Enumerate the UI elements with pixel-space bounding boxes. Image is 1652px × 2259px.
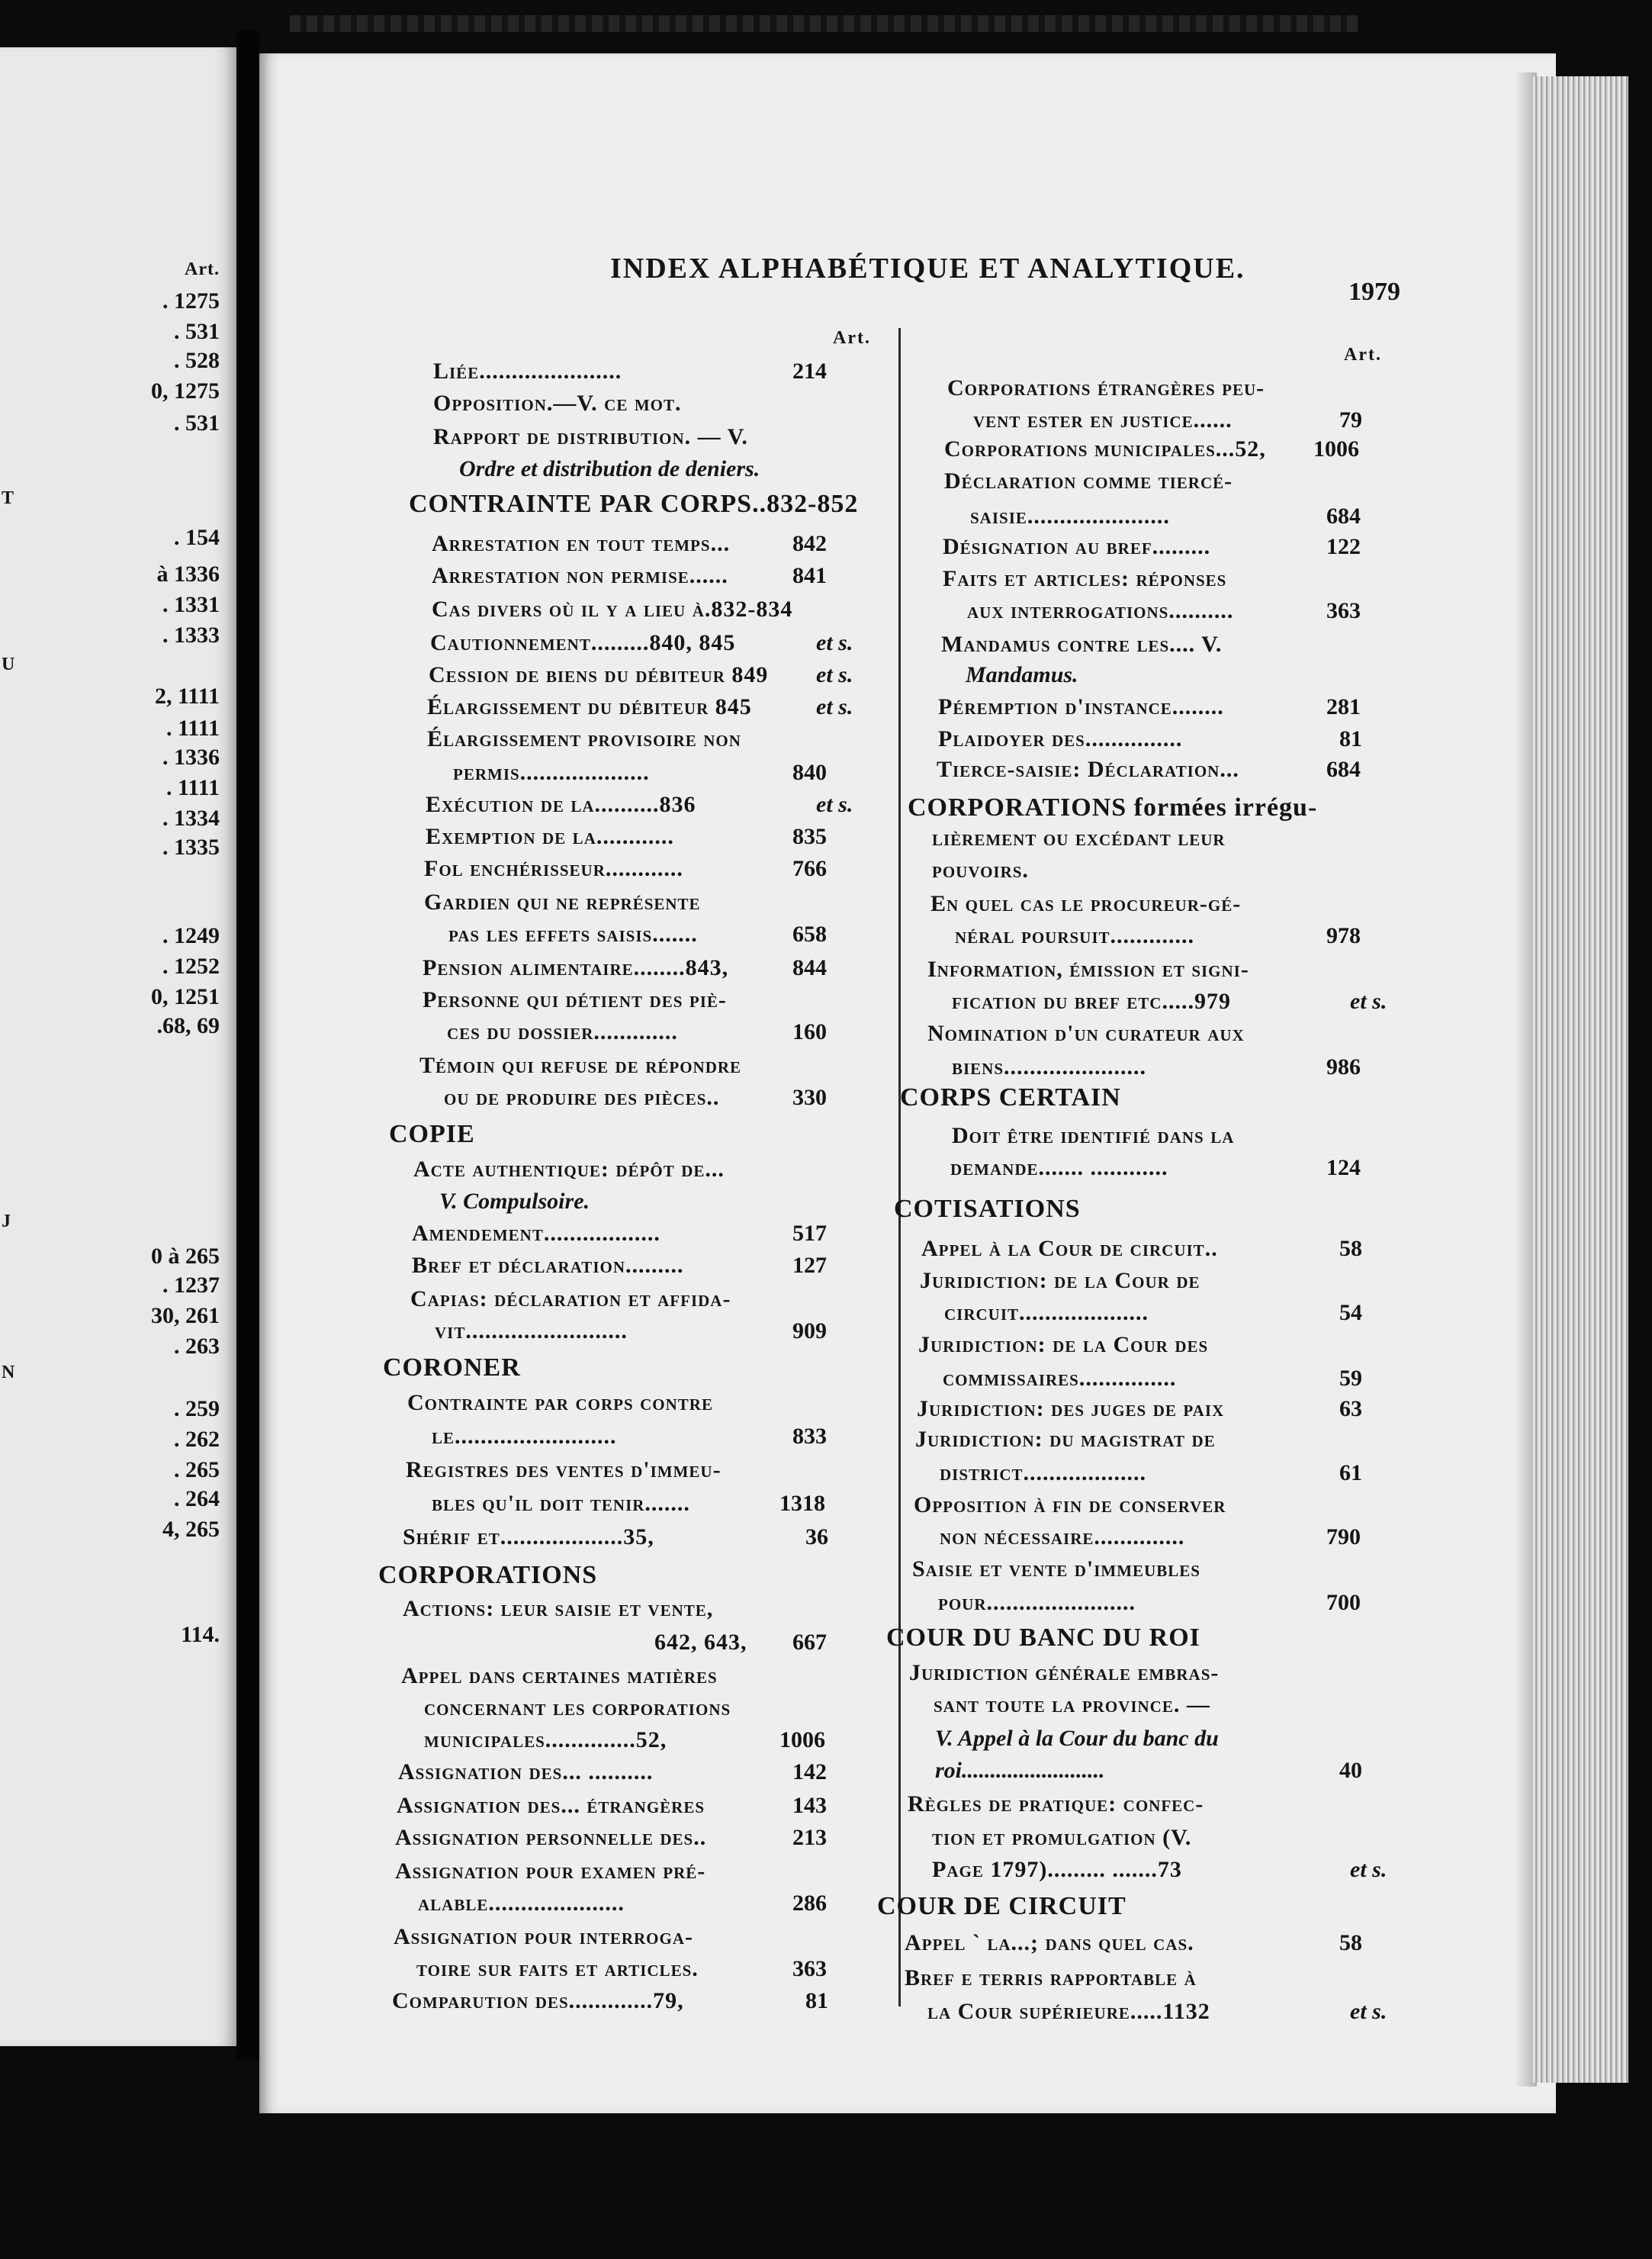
right-column-entry-line: Désignation au bref......... xyxy=(943,534,1211,559)
left-column-article-number: 363 xyxy=(792,1956,827,1981)
right-column-article-number: 790 xyxy=(1326,1524,1361,1549)
left-page-fragment-text: 0, 1275 xyxy=(151,378,220,404)
left-column-entry-line: Assignation personnelle des.. xyxy=(395,1825,707,1850)
left-page-fragment-text: . 531 xyxy=(174,410,220,436)
right-column-entry-line: Bref e terris rapportable à xyxy=(905,1965,1197,1990)
right-column-entry-line: aux interrogations.......... xyxy=(967,598,1234,623)
left-page-fragment-text: . 264 xyxy=(174,1486,220,1511)
column-divider xyxy=(898,328,901,2006)
left-column-entry-line: Capias: déclaration et affida- xyxy=(410,1286,731,1311)
right-column-entry-line: saisie...................... xyxy=(970,504,1170,529)
left-column-entry-line: Cas divers où il y a lieu à.832-834 xyxy=(432,597,793,622)
left-page-fragment-text: J xyxy=(2,1212,11,1231)
right-column-entry-line: non nécessaire.............. xyxy=(940,1524,1185,1549)
left-column-entry-line: concernant les corporations xyxy=(424,1695,731,1720)
left-column-article-number: 286 xyxy=(792,1891,827,1916)
left-page-fragment-text: . 263 xyxy=(174,1334,220,1359)
left-column-entry-line: Comparution des.............79, xyxy=(392,1988,684,2013)
right-column-heading: COUR DU BANC DU ROI xyxy=(886,1623,1200,1652)
left-column-entry-line: pas les effets saisis....... xyxy=(448,922,698,947)
right-column-heading: CORPS CERTAIN xyxy=(900,1083,1121,1112)
right-column-entry-line: sant toute la province. — xyxy=(934,1692,1210,1717)
binding-gutter xyxy=(236,31,259,2060)
left-column-entry-line: ces du dossier............. xyxy=(447,1019,678,1044)
right-column-entry-line: Juridiction générale embras- xyxy=(909,1660,1220,1685)
left-column-entry-line: Élargissement du débiteur 845 xyxy=(427,694,752,719)
right-column-article-number: 79 xyxy=(1339,407,1362,433)
left-column-article-number: 833 xyxy=(792,1424,827,1449)
right-column-article-number: et s. xyxy=(1350,1857,1387,1882)
left-column-entry-line: 642, 643, xyxy=(654,1630,747,1655)
left-column-entry-line: Exécution de la..........836 xyxy=(426,792,696,817)
left-column-entry-line: Cautionnement.........840, 845 xyxy=(430,630,736,655)
left-page-fragment-text: . 259 xyxy=(174,1396,220,1421)
right-column-entry-line: Tierce-saisie: Déclaration... xyxy=(937,757,1239,782)
left-column-entry-line: V. Compulsoire. xyxy=(439,1189,590,1214)
left-column-article-number: 840 xyxy=(792,760,827,785)
left-page-fragment-text: . 1252 xyxy=(162,954,220,979)
left-column-article-number: 667 xyxy=(792,1630,827,1655)
right-column-entry-line: Juridiction: de la Cour de xyxy=(920,1268,1200,1293)
right-column-entry-line: demande....... ............ xyxy=(950,1155,1168,1180)
left-column-entry-line: Fol enchérisseur............ xyxy=(424,856,683,881)
left-column-entry-line: permis.................... xyxy=(453,760,650,785)
left-column-entry-line: Appel dans certaines matières xyxy=(401,1663,718,1688)
left-column-article-number: 1006 xyxy=(779,1727,825,1752)
right-column-article-number: et s. xyxy=(1350,989,1387,1014)
left-page-fragment-text: . 262 xyxy=(174,1427,220,1452)
right-column-entry-line: Corporations municipales...52, xyxy=(944,436,1266,462)
right-column-heading: COTISATIONS xyxy=(894,1195,1081,1223)
left-column-article-number: et s. xyxy=(816,792,853,817)
right-column-article-number: 81 xyxy=(1339,726,1362,751)
left-column-article-number: 1318 xyxy=(779,1491,825,1516)
left-column-article-number: 658 xyxy=(792,922,827,947)
left-page-fragment-text: Art. xyxy=(185,259,220,279)
right-column-entry-line: Nomination d'un curateur aux xyxy=(927,1021,1245,1046)
running-title: INDEX ALPHABÉTIQUE ET ANALYTIQUE. xyxy=(610,253,1245,285)
right-column-entry-line: Saisie et vente d'immeubles xyxy=(912,1556,1200,1582)
right-column-article-number: 54 xyxy=(1339,1300,1362,1325)
left-column-entry-line: bles qu'il doit tenir....... xyxy=(432,1491,690,1516)
left-column-article-number: 842 xyxy=(792,531,827,556)
right-column-entry-line: néral poursuit............. xyxy=(955,923,1195,948)
left-column-entry-line: Rapport de distribution. — V. xyxy=(433,424,748,449)
left-column-entry-line: le......................... xyxy=(432,1424,617,1449)
left-column-entry-line: Assignation pour examen pré- xyxy=(395,1858,706,1884)
right-column-entry-line: Mandamus. xyxy=(966,662,1078,687)
right-column-entry-line: Plaidoyer des............... xyxy=(938,726,1183,751)
right-column-entry-line: Déclaration comme tiercé- xyxy=(944,468,1233,494)
left-column-article-number: 213 xyxy=(792,1825,827,1850)
right-column-article-number: 58 xyxy=(1339,1236,1362,1261)
right-column-entry-line: En quel cas le procureur-gé- xyxy=(930,891,1242,916)
left-column-entry-line: Registres des ventes d'immeu- xyxy=(406,1457,722,1482)
left-page-fragment-text: . 265 xyxy=(174,1457,220,1482)
scan-frame-strip xyxy=(290,15,1358,32)
left-column-entry-line: Assignation pour interroga- xyxy=(394,1924,693,1949)
left-column-entry-line: Assignation des... étrangères xyxy=(397,1793,705,1818)
left-column-entry-line: Shérif et...................35, xyxy=(403,1524,654,1549)
left-column-article-number: 909 xyxy=(792,1318,827,1343)
page-number: 1979 xyxy=(1348,278,1400,306)
right-column-article-number: 684 xyxy=(1326,504,1361,529)
left-column-entry-line: Amendement.................. xyxy=(412,1221,660,1246)
right-column-article-number: 986 xyxy=(1326,1054,1361,1080)
right-column-entry-line: pouvoirs. xyxy=(932,858,1029,883)
left-page-fragment-text: . 1111 xyxy=(166,775,220,800)
left-column-article-number: et s. xyxy=(816,694,853,719)
right-column-entry-line: commissaires............... xyxy=(943,1366,1177,1391)
left-column-article-number: et s. xyxy=(816,630,853,655)
left-column-entry-line: Exemption de la............ xyxy=(426,824,674,849)
left-column-entry-line: Cession de biens du débiteur 849 xyxy=(429,662,769,687)
right-column-entry-line: Page 1797)......... .......73 xyxy=(932,1857,1182,1882)
left-page-fragment-text: . 1275 xyxy=(162,288,220,314)
left-column-entry-line: ou de produire des pièces.. xyxy=(444,1085,720,1110)
left-page-fragment-text: N xyxy=(2,1363,16,1382)
left-column-article-number: 766 xyxy=(792,856,827,881)
left-column-article-number: 81 xyxy=(805,1988,828,2013)
left-page-fragment-text: T xyxy=(2,488,15,508)
left-column-entry-line: Pension alimentaire........843, xyxy=(423,955,729,980)
left-column-article-number: et s. xyxy=(816,662,853,687)
right-column-entry-line: Péremption d'instance........ xyxy=(938,694,1224,719)
left-column-entry-line: Assignation des... .......... xyxy=(398,1759,654,1784)
left-column-article-number: 127 xyxy=(792,1253,827,1278)
left-column-entry-line: Contrainte par corps contre xyxy=(407,1390,713,1415)
right-column-entry-line: Appel à la Cour de circuit.. xyxy=(921,1236,1218,1261)
right-column-article-number: 40 xyxy=(1339,1758,1362,1783)
right-column-article-number: 59 xyxy=(1339,1366,1362,1391)
left-page-fragment-text: . 1237 xyxy=(162,1273,220,1298)
left-page-fragment-text: . 531 xyxy=(174,319,220,344)
left-column-article-number: 330 xyxy=(792,1085,827,1110)
right-column-entry-line: Juridiction: des juges de paix xyxy=(917,1396,1225,1421)
left-column-heading: CONTRAINTE PAR CORPS..832-852 xyxy=(409,490,859,518)
right-column-article-number: 363 xyxy=(1326,598,1361,623)
left-column-entry-line: Ordre et distribution de deniers. xyxy=(459,456,760,481)
right-column-article-number: 122 xyxy=(1326,534,1361,559)
left-column-article-number: 143 xyxy=(792,1793,827,1818)
right-column-entry-line: roi......................... xyxy=(935,1758,1105,1783)
left-column-entry-line: Liée...................... xyxy=(433,359,622,384)
right-column-heading: COUR DE CIRCUIT xyxy=(877,1892,1127,1920)
left-column-art-label: Art. xyxy=(833,328,871,348)
left-page-fragment-text: . 1335 xyxy=(162,835,220,860)
left-page-fragment-text: à 1336 xyxy=(156,562,220,587)
right-column-heading: CORPORATIONS formées irrégu- xyxy=(908,793,1318,822)
left-column-article-number: 841 xyxy=(792,563,827,588)
right-column-entry-line: vent ester en justice...... xyxy=(973,407,1233,433)
right-column-entry-line: lièrement ou excédant leur xyxy=(932,825,1226,851)
right-column-entry-line: Juridiction: de la Cour des xyxy=(918,1332,1209,1357)
left-page-fragment-text: . 1336 xyxy=(162,745,220,770)
left-page-fragment-text: . 1111 xyxy=(166,716,220,741)
left-column-entry-line: Actions: leur saisie et vente, xyxy=(403,1596,714,1621)
left-page-fragment-text: . 1331 xyxy=(162,592,220,617)
right-column-entry-line: Information, émission et signi- xyxy=(927,957,1249,982)
left-column-entry-line: alable..................... xyxy=(418,1891,625,1916)
left-column-heading: CORPORATIONS xyxy=(378,1561,598,1589)
left-column-article-number: 844 xyxy=(792,955,827,980)
right-column-article-number: 700 xyxy=(1326,1590,1361,1615)
left-page-fragment-text: U xyxy=(2,655,16,674)
left-facing-page xyxy=(0,47,241,2046)
right-column-article-number: 124 xyxy=(1326,1155,1361,1180)
left-column-entry-line: Témoin qui refuse de répondre xyxy=(419,1053,742,1078)
right-column-entry-line: circuit.................... xyxy=(944,1300,1149,1325)
left-column-article-number: 142 xyxy=(792,1759,827,1784)
right-column-entry-line: V. Appel à la Cour du banc du xyxy=(935,1726,1219,1751)
right-column-entry-line: tion et promulgation (V. xyxy=(932,1825,1192,1850)
right-column-article-number: 1006 xyxy=(1313,436,1359,462)
right-column-article-number: 61 xyxy=(1339,1460,1362,1485)
left-page-fragment-text: 114. xyxy=(181,1622,220,1647)
left-page-fragment-text: 0 à 265 xyxy=(151,1244,220,1269)
right-column-entry-line: Opposition à fin de conserver xyxy=(914,1492,1226,1517)
right-column-entry-line: pour....................... xyxy=(938,1590,1136,1615)
right-column-entry-line: Appel ` la...; dans quel cas. xyxy=(905,1930,1194,1955)
left-page-fragment-text: . 1249 xyxy=(162,923,220,948)
left-page-fragment-text: . 1334 xyxy=(162,806,220,831)
right-column-entry-line: biens...................... xyxy=(952,1054,1147,1080)
right-column-entry-line: Faits et articles: réponses xyxy=(943,566,1227,591)
right-column-article-number: 58 xyxy=(1339,1930,1362,1955)
right-column-article-number: 978 xyxy=(1326,923,1361,948)
left-column-entry-line: Acte authentique: dépôt de... xyxy=(413,1157,725,1182)
left-column-entry-line: Opposition.—V. ce mot. xyxy=(433,391,682,416)
left-column-entry-line: Personne qui détient des piè- xyxy=(423,987,727,1012)
right-column-entry-line: la Cour supérieure.....1132 xyxy=(927,1999,1210,2024)
left-column-entry-line: toire sur faits et articles. xyxy=(416,1956,699,1981)
left-column-entry-line: Arrestation non permise...... xyxy=(432,563,728,588)
right-column-entry-line: Juridiction: du magistrat de xyxy=(915,1427,1216,1452)
left-column-entry-line: Bref et déclaration......... xyxy=(412,1253,684,1278)
right-column-article-number: 63 xyxy=(1339,1396,1362,1421)
right-column-entry-line: district................... xyxy=(940,1460,1147,1485)
right-column-article-number: 684 xyxy=(1326,757,1361,782)
right-column-entry-line: Doit être identifié dans la xyxy=(952,1123,1235,1148)
page-edges xyxy=(1533,76,1628,2083)
right-column-entry-line: Mandamus contre les.... V. xyxy=(941,632,1223,657)
right-column-article-number: et s. xyxy=(1350,1999,1387,2024)
left-page-fragment-text: 30, 261 xyxy=(151,1303,220,1328)
left-column-heading: COPIE xyxy=(389,1120,475,1148)
left-page-fragment-text: 0, 1251 xyxy=(151,984,220,1009)
right-column-article-number: 281 xyxy=(1326,694,1361,719)
left-column-article-number: 835 xyxy=(792,824,827,849)
right-column-art-label: Art. xyxy=(1344,345,1382,365)
left-column-article-number: 160 xyxy=(792,1019,827,1044)
right-column-entry-line: Corporations étrangères peu- xyxy=(947,375,1265,401)
left-column-entry-line: vit......................... xyxy=(435,1318,628,1343)
left-column-entry-line: Arrestation en tout temps... xyxy=(432,531,731,556)
left-column-entry-line: Gardien qui ne représente xyxy=(424,890,701,915)
left-column-article-number: 36 xyxy=(805,1524,828,1549)
left-column-entry-line: municipales..............52, xyxy=(424,1727,667,1752)
left-page-fragment-text: 4, 265 xyxy=(162,1517,220,1542)
left-page-fragment-text: . 154 xyxy=(174,525,220,550)
right-column-entry-line: fication du bref etc.....979 xyxy=(952,989,1231,1014)
left-page-fragment-text: 2, 1111 xyxy=(154,684,220,709)
left-page-fragment-text: . 1333 xyxy=(162,623,220,648)
left-column-heading: CORONER xyxy=(383,1353,521,1382)
left-column-entry-line: Élargissement provisoire non xyxy=(427,726,741,751)
left-page-fragment-text: .68, 69 xyxy=(156,1013,220,1038)
right-column-entry-line: Règles de pratique: confec- xyxy=(908,1791,1204,1817)
left-page-fragment-text: . 528 xyxy=(174,348,220,373)
left-column-article-number: 517 xyxy=(792,1221,827,1246)
left-column-article-number: 214 xyxy=(792,359,827,384)
